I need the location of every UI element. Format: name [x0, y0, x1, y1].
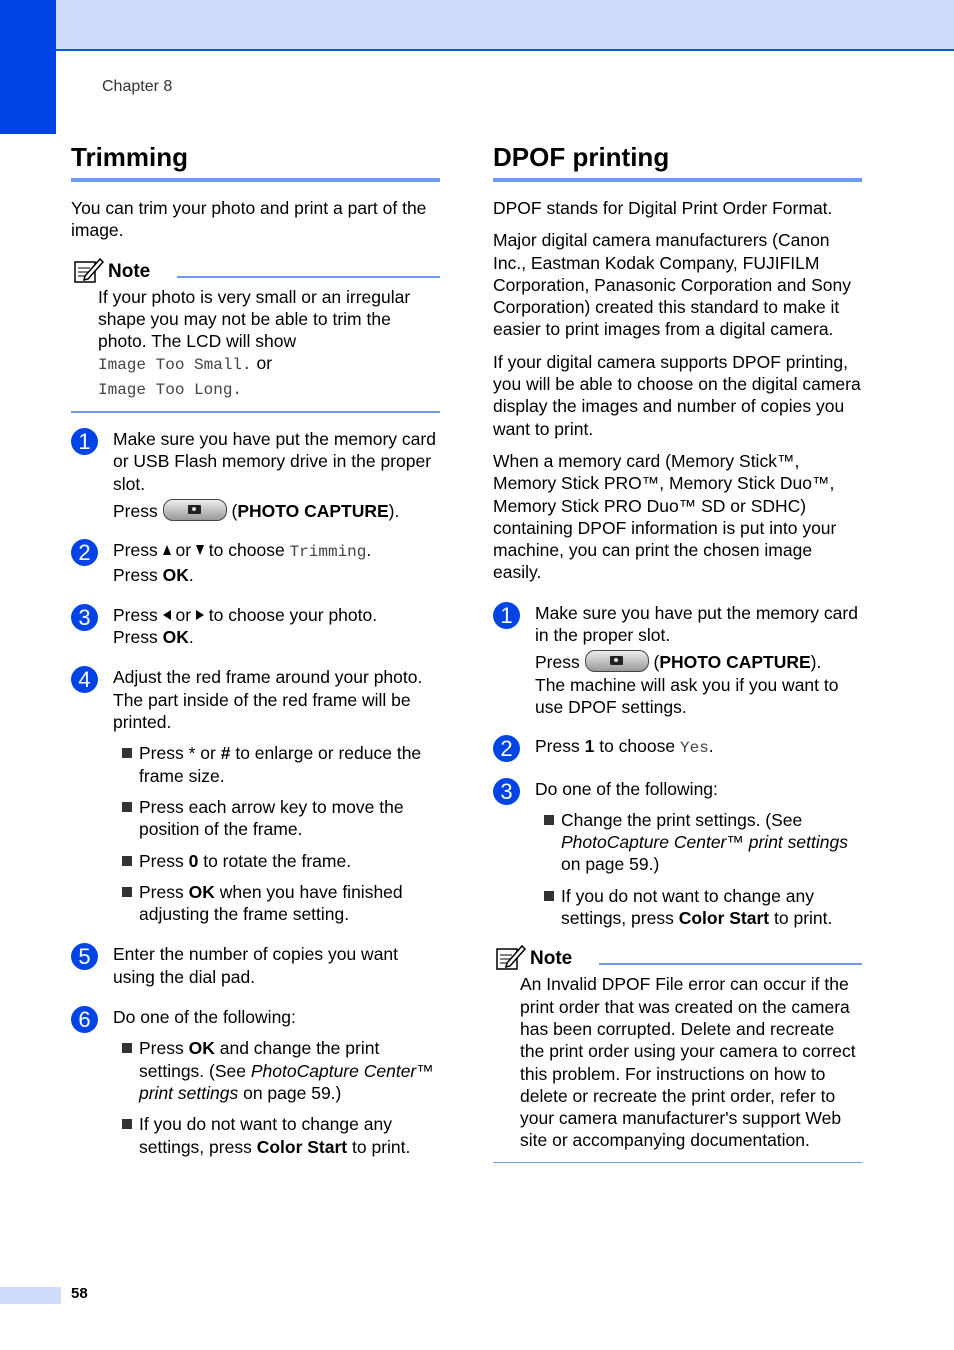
step-number: 4	[71, 666, 98, 693]
dpof-paragraph: If your digital camera supports DPOF printing, you will be able to choose on the digital camera display the images and number of copies you want to print.	[493, 351, 861, 439]
dpof-step-3	[493, 778, 862, 804]
bullet-square	[122, 1119, 132, 1129]
bullet-text: to rotate the frame.	[203, 850, 352, 871]
camera-icon	[188, 505, 201, 514]
key-name: PHOTO CAPTURE	[659, 652, 811, 673]
dpof-section	[493, 140, 862, 1163]
page-number: 58	[71, 1285, 88, 1302]
trimming-step-2: 2 Press or to choose Trimming. Press OK.	[71, 539, 440, 586]
or-text: or	[175, 604, 192, 625]
note-text: If your photo is very small or an irregular shape you may not be able to trim the photo. The LCD will show	[98, 286, 411, 352]
note-divider	[177, 276, 440, 278]
trimming-section	[71, 140, 440, 1158]
trimming-bullet	[71, 1113, 440, 1158]
press-text: Press	[113, 627, 158, 648]
or-text: or	[200, 743, 216, 764]
trimming-step-4	[71, 666, 440, 733]
press-text: Press	[113, 564, 158, 585]
photo-capture-button	[163, 499, 227, 521]
bullet-text: when you have finished adjusting the frame setting.	[139, 881, 403, 925]
camera-icon	[610, 656, 623, 665]
step-text: The machine will ask you if you want to use DPOF settings.	[535, 674, 839, 717]
note-divider	[599, 963, 862, 965]
bullet-square	[122, 1043, 132, 1053]
press-text: Press	[113, 500, 158, 521]
step-text: Adjust the red frame around your photo. The part inside of the red frame will be printed.	[113, 667, 423, 733]
trimming-bullet	[71, 850, 440, 872]
dpof-bullet	[493, 885, 862, 930]
note-pencil-icon	[73, 256, 105, 284]
bullet-text: to enlarge or reduce the frame size.	[139, 743, 422, 786]
bullet-square	[122, 887, 132, 897]
key-name: OK	[188, 1038, 215, 1059]
key-name: 1	[584, 736, 595, 757]
bullet-square	[122, 802, 132, 812]
dpof-bullet	[493, 809, 862, 876]
left-arrow-icon	[163, 610, 171, 620]
step-text: Do one of the following:	[113, 1007, 296, 1028]
chapter-label: Chapter 8	[102, 78, 173, 95]
dpof-paragraph: DPOF stands for Digital Print Order Format.	[493, 198, 833, 218]
dpof-title: DPOF printing	[493, 140, 862, 182]
or-text: or	[175, 540, 192, 561]
cross-reference: PhotoCapture Center™ print settings	[139, 1060, 434, 1103]
press-text: Press	[139, 850, 184, 871]
lcd-message: Image Too Small.	[98, 356, 252, 375]
star-key: *	[188, 743, 196, 764]
key-name: Color Start	[256, 1136, 348, 1157]
dpof-paragraph: When a memory card (Memory Stick™, Memory Stick PRO™, Memory Stick Duo™, Memory Stick PRO Duo™ SD or SDHC) containing DPOF information is put into your machine, you can print the chosen image easily.	[493, 450, 837, 583]
step-number: 5	[71, 943, 98, 970]
right-arrow-icon	[196, 610, 204, 620]
trimming-step-5	[71, 943, 440, 988]
note-text: An Invalid DPOF File error can occur if the print order that was created on the camera has been corrupted. Delete and recreate the print order using your camera to correct this problem. For instructions on how to delete or recreate the print order, refer to your camera manufacturer's support Web site or accompanying documentation.	[520, 974, 856, 1151]
bullet-text: Change the print settings. (See	[561, 809, 803, 830]
dpof-step-2: 2 Press 1 to choose Yes.	[493, 735, 862, 759]
note-label: Note	[108, 260, 151, 282]
lcd-option: Trimming	[289, 543, 367, 562]
trimming-bullet	[71, 742, 440, 787]
step-text: Do one of the following:	[535, 778, 718, 799]
note-end-divider	[71, 411, 440, 413]
bullet-square	[122, 856, 132, 866]
note-end-divider	[493, 1162, 862, 1163]
header-bar	[0, 0, 954, 51]
trimming-title: Trimming	[71, 140, 440, 182]
hash-key: #	[220, 743, 231, 764]
trimming-bullet	[71, 1037, 440, 1104]
trimming-note-body	[71, 286, 440, 401]
step-number: 3	[71, 604, 98, 631]
up-arrow-icon	[163, 545, 171, 555]
to-choose-text: to choose	[208, 540, 285, 561]
lcd-option: Yes	[679, 739, 709, 758]
note-pencil-icon	[495, 943, 527, 971]
bullet-square	[544, 891, 554, 901]
chapter-tab	[0, 0, 56, 134]
bullet-text: on page 59.)	[243, 1082, 342, 1103]
dpof-paragraph: Major digital camera manufacturers (Canon Inc., Eastman Kodak Company, FUJIFILM Corporation, Panasonic Corporation and Sony Corporation) created this standard to make it easier to print images from a digital camera.	[493, 230, 851, 340]
step-number: 3	[493, 778, 520, 805]
step-text: Make sure you have put the memory card or USB Flash memory drive in the proper slot.	[113, 429, 436, 494]
step-number: 1	[71, 428, 98, 455]
key-name: OK	[162, 564, 189, 585]
press-text: Press	[535, 736, 580, 757]
step-text: to choose your photo.	[208, 604, 378, 625]
step-number: 6	[71, 1006, 98, 1033]
note-or: or	[256, 353, 273, 374]
press-text: Press	[139, 881, 184, 902]
note-label: Note	[530, 948, 573, 970]
lcd-message: Image Too Long.	[98, 380, 243, 399]
key-name: PHOTO CAPTURE	[237, 500, 389, 521]
dpof-step-1: 1 Make sure you have put the memory card in the proper slot. Press (PHOTO CAPTURE). The machine will ask you if you want to use DPOF settings.	[493, 602, 862, 718]
step-number: 2	[71, 539, 98, 566]
bullet-text: If you do not want to change any settings, press	[139, 1114, 392, 1157]
dpof-note-body	[493, 973, 862, 1151]
trimming-step-3: 3 Press or to choose your photo. Press OK.	[71, 604, 440, 649]
bullet-square	[122, 748, 132, 758]
step-number: 2	[493, 735, 520, 762]
trimming-intro: You can trim your photo and print a part of the image.	[71, 198, 427, 241]
trimming-bullet	[71, 881, 440, 926]
trimming-note-header	[71, 256, 440, 286]
key-name: OK	[188, 881, 215, 902]
dpof-note-header	[493, 943, 862, 973]
bullet-text: to print.	[774, 908, 833, 929]
key-name: 0	[188, 850, 199, 871]
step-text: Make sure you have put the memory card in the proper slot.	[535, 602, 858, 646]
photo-capture-button	[585, 650, 649, 672]
press-text: Press	[139, 743, 184, 764]
bullet-text: and change the print settings. (See	[139, 1038, 380, 1081]
step-text: Enter the number of copies you want using the dial pad.	[113, 944, 399, 987]
footer-bar	[0, 1287, 61, 1304]
press-text: Press	[113, 604, 158, 625]
bullet-text: Press each arrow key to move the position of the frame.	[139, 796, 404, 840]
trimming-step-6	[71, 1006, 440, 1033]
down-arrow-icon	[196, 545, 204, 555]
press-text: Press	[535, 652, 580, 673]
bullet-text: If you do not want to change any settings, press	[561, 885, 814, 929]
cross-reference: PhotoCapture Center™ print settings	[561, 832, 848, 853]
to-choose-text: to choose	[599, 736, 676, 757]
trimming-bullet	[71, 796, 440, 841]
key-name: Color Start	[678, 908, 770, 929]
key-name: OK	[162, 627, 189, 648]
press-text: Press	[139, 1038, 184, 1059]
bullet-square	[544, 815, 554, 825]
press-text: Press	[113, 540, 158, 561]
bullet-text: to print.	[352, 1136, 411, 1157]
bullet-text: on page 59.)	[561, 854, 660, 875]
step-number: 1	[493, 602, 520, 629]
trimming-step-1: 1 Make sure you have put the memory card or USB Flash memory drive in the proper slot. Press (PHOTO CAPTURE).	[71, 428, 440, 522]
